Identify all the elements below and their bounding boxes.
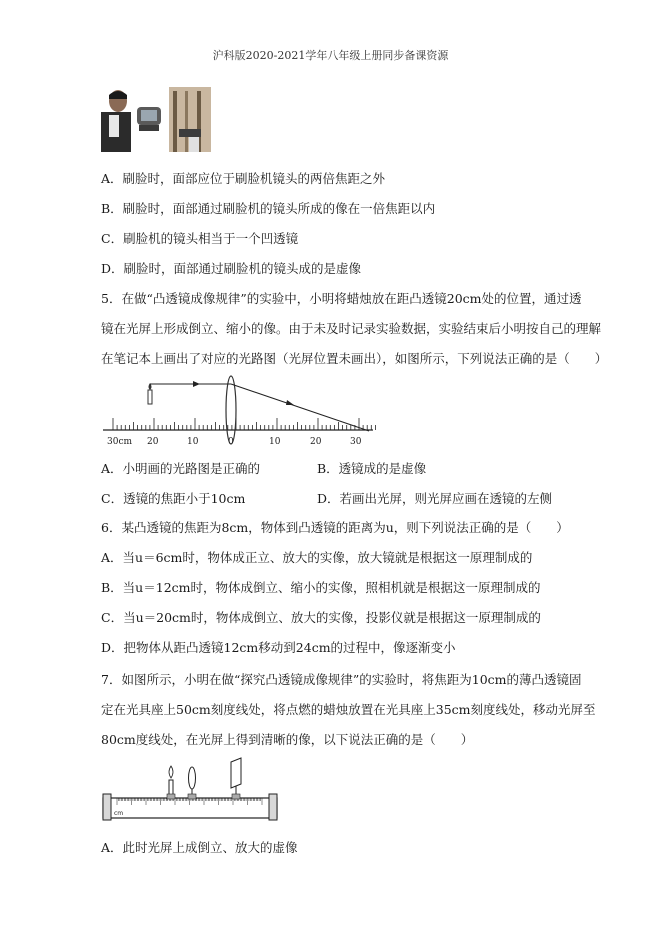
q5-option-b: B．透镜成的是虚像 — [317, 461, 427, 476]
ruler-label: 20 — [147, 437, 159, 446]
q5-option-d: D．若画出光屏，则光屏应画在透镜的左侧 — [317, 491, 553, 506]
ruler-label: 10 — [269, 437, 281, 446]
q6-option-c: C．当u＝20cm时，物体成倒立、放大的实像，投影仪就是根据这一原理制成的 — [101, 610, 541, 625]
ruler-label: 30cm — [107, 437, 133, 446]
light-screen — [231, 758, 241, 788]
incident-ray-arrow — [193, 381, 200, 387]
convex-lens — [226, 376, 236, 444]
bench-end-left — [103, 794, 111, 820]
q5-option-a: A．小明画的光路图是正确的 — [101, 461, 261, 476]
optical-bench-diagram — [101, 756, 279, 822]
q6-stem: 6．某凸透镜的焦距为8cm，物体到凸透镜的距离为u，则下列说法正确的是（ ） — [101, 520, 569, 535]
q6-option-a: A．当u＝6cm时，物体成正立、放大的实像，放大镜就是根据这一原理制成的 — [101, 550, 533, 565]
refracted-ray — [231, 384, 369, 431]
q5-stem-line-2: 镜在光屏上形成倒立、缩小的像。由于未及时记录实验数据，实验结束后小明按自己的理解 — [101, 321, 602, 336]
ruler-label: 10 — [187, 437, 199, 446]
face-scan-photo — [101, 87, 211, 152]
bench-end-right — [269, 794, 277, 820]
ray-diagram — [101, 368, 376, 446]
bench-rail — [103, 798, 277, 818]
convex-lens — [189, 767, 196, 789]
candle-flame — [169, 766, 173, 778]
q7-stem-line-3: 80cm度线处，在光屏上得到清晰的像，以下说法正确的是（ ） — [101, 732, 474, 747]
q7-option-a: A．此时光屏上成倒立、放大的虚像 — [101, 840, 298, 855]
q4-option-a: A．刷脸时，面部应位于刷脸机镜头的两倍焦距之外 — [101, 171, 386, 186]
page-header: 沪科版2020-2021学年八年级上册同步备课资源 — [212, 49, 449, 62]
q5-stem-line-1: 5．在做“凸透镜成像规律”的实验中，小明将蜡烛放在距凸透镜20cm处的位置，通过透 — [101, 291, 582, 306]
q5-stem-line-3: 在笔记本上画出了对应的光路图（光屏位置未画出），如图所示，下列说法正确的是（ ） — [101, 351, 608, 366]
ruler-label: 30 — [350, 437, 362, 446]
q6-option-d: D．把物体从距凸透镜12cm移动到24cm的过程中，像逐渐变小 — [101, 640, 456, 655]
q4-option-d: D．刷脸时，面部通过刷脸机的镜头成的是虚像 — [101, 261, 362, 276]
candle — [148, 390, 152, 404]
q4-option-c: C．刷脸机的镜头相当于一个凹透镜 — [101, 231, 299, 246]
q5-option-c: C．透镜的焦距小于10cm — [101, 491, 246, 506]
ruler-label: 20 — [310, 437, 322, 446]
q4-option-b: B．刷脸时，面部通过刷脸机的镜头所成的像在一倍焦距以内 — [101, 201, 436, 216]
refracted-ray-arrow — [286, 400, 294, 405]
ruler-label: 0 — [228, 437, 234, 446]
q7-stem-line-2: 定在光具座上50cm刻度线处，将点燃的蜡烛放置在光具座上35cm刻度线处，移动光屏至 — [101, 702, 596, 717]
bench-unit-label: cm — [114, 810, 124, 817]
q7-stem-line-1: 7．如图所示，小明在做“探究凸透镜成像规律”的实验时，将焦距为10cm的薄凸透镜固 — [101, 672, 582, 687]
q6-option-b: B．当u＝12cm时，物体成倒立、缩小的实像，照相机就是根据这一原理制成的 — [101, 580, 541, 595]
